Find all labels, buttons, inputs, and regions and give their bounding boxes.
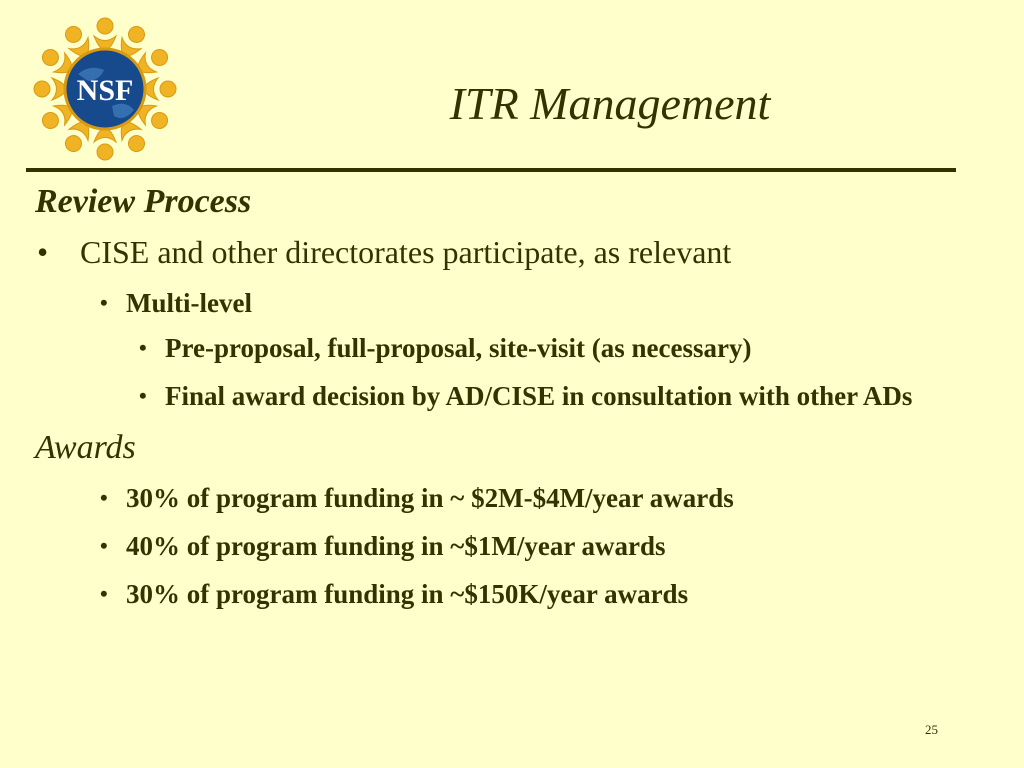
review-process-heading: Review Process: [35, 183, 252, 220]
multi-level-bullet: [35, 286, 975, 320]
slide-title: ITR Management: [449, 78, 771, 129]
title-divider: [26, 168, 956, 172]
medium-awards-bullet: [35, 526, 975, 566]
award-decision-text: Final award decision by AD/CISE in consultation with other ADs: [165, 381, 913, 411]
review-process-section: [35, 180, 975, 416]
bullet-icon: •: [100, 290, 108, 315]
large-awards-text: 30% of program funding in ~ $2M-$4M/year awards: [126, 483, 734, 513]
participation-bullet: [35, 232, 975, 272]
bullet-icon: •: [37, 234, 49, 270]
small-awards-bullet: [35, 574, 975, 614]
bullet-icon: •: [100, 533, 108, 558]
bullet-icon: •: [139, 335, 147, 360]
nsf-logo: [30, 14, 180, 164]
large-awards-bullet: [35, 478, 975, 518]
awards-heading: Awards: [35, 429, 136, 466]
slide-content: [35, 180, 975, 614]
bullet-icon: •: [139, 383, 147, 408]
page-number: 25: [925, 722, 938, 737]
participation-text: CISE and other directorates participate, as relevant: [80, 234, 732, 270]
bullet-icon: •: [100, 485, 108, 510]
small-awards-text: 30% of program funding in ~$150K/year awards: [126, 579, 689, 609]
logo-text: NSF: [76, 74, 134, 107]
proposal-stages-bullet: [35, 328, 975, 368]
bullet-icon: •: [100, 581, 108, 606]
medium-awards-text: 40% of program funding in ~$1M/year awards: [126, 531, 666, 561]
multi-level-text: Multi-level: [126, 288, 252, 318]
award-decision-bullet: [35, 376, 975, 416]
proposal-stages-text: Pre-proposal, full-proposal, site-visit (as necessary): [165, 333, 752, 363]
awards-section: [35, 426, 975, 614]
